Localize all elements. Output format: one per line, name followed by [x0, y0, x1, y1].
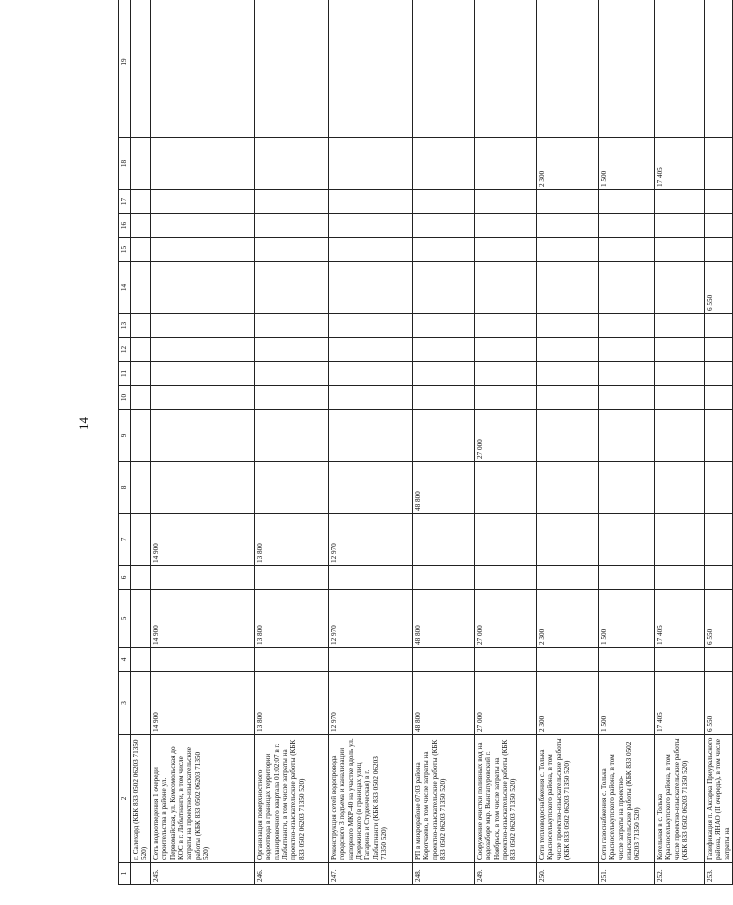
value-cell: [150, 138, 254, 190]
value-cell: [131, 514, 151, 566]
value-cell: [150, 410, 254, 462]
value-cell: [598, 214, 654, 238]
value-cell: [254, 138, 328, 190]
object-name: Котельная в с. Толька Красноселькупского района, в том числе проектно-изыскательские работы (КБК 833 0502 06203 71350 520): [654, 735, 704, 863]
column-header: 17: [119, 190, 131, 214]
value-cell: [704, 138, 732, 190]
value-cell: [474, 238, 536, 262]
value-cell: [474, 362, 536, 386]
value-cell: [150, 262, 254, 314]
value-cell: [536, 566, 598, 590]
object-name: РП в микрорайоне 07:03 района Коротчаево, в том числе затраты на проектно-изыскательские работы (КБК 833 0502 06203 71350 520): [412, 735, 474, 863]
value-cell: [536, 514, 598, 566]
object-name: Реконструкция сетей водопровода городского 3 подъема и канализации напорного МКР-40 на участке вдоль ул. Дзержинского (в границах улиц Гагарина и Студенческая) в г. Лабытнанги (КБК 833 0502 06203 71350 520): [328, 735, 412, 863]
value-cell: [150, 386, 254, 410]
value-cell: [254, 410, 328, 462]
value-cell: [254, 262, 328, 314]
value-cell: [328, 138, 412, 190]
value-cell: 1 500: [598, 672, 654, 735]
value-cell: [598, 566, 654, 590]
value-cell: 12 970: [328, 514, 412, 566]
column-header: 11: [119, 362, 131, 386]
value-cell: [254, 386, 328, 410]
row-number: [131, 863, 151, 885]
row-number: 247.: [328, 863, 412, 885]
value-cell: 1 500: [598, 138, 654, 190]
value-cell: [474, 338, 536, 362]
value-cell: [598, 238, 654, 262]
column-header: 8: [119, 462, 131, 514]
column-header: 2: [119, 735, 131, 863]
value-cell: [131, 462, 151, 514]
value-cell: [412, 190, 474, 214]
value-cell: [598, 648, 654, 672]
value-cell: [704, 566, 732, 590]
value-cell: [704, 190, 732, 214]
value-cell: 6 550: [704, 590, 732, 648]
value-cell: [412, 238, 474, 262]
column-header: 4: [119, 648, 131, 672]
value-cell: [536, 190, 598, 214]
row-number: 251.: [598, 863, 654, 885]
value-cell: [254, 190, 328, 214]
value-cell: [654, 566, 704, 590]
value-cell: [704, 238, 732, 262]
value-cell: [654, 190, 704, 214]
value-cell: [654, 214, 704, 238]
value-cell: [412, 338, 474, 362]
value-cell: [328, 190, 412, 214]
value-cell: [536, 362, 598, 386]
table-row: [598, 0, 654, 885]
value-cell: [254, 462, 328, 514]
page-number: 14: [76, 417, 91, 430]
value-cell: [131, 0, 151, 138]
value-cell: [474, 386, 536, 410]
value-cell: [536, 238, 598, 262]
column-header: 19: [119, 0, 131, 138]
value-cell: [131, 590, 151, 648]
object-name: Сети тепловодоснабжения с. Толька Красноселькупского района, в том числе проектно-изыскательские работы (КБК 833 0502 06203 71350 520): [536, 735, 598, 863]
value-cell: [412, 648, 474, 672]
value-cell: [131, 214, 151, 238]
value-cell: [412, 138, 474, 190]
value-cell: [536, 386, 598, 410]
value-cell: [598, 462, 654, 514]
value-cell: [598, 362, 654, 386]
row-number: 250.: [536, 863, 598, 885]
table-row: [412, 0, 474, 885]
value-cell: [704, 0, 732, 138]
value-cell: 27 000: [474, 590, 536, 648]
value-cell: [536, 0, 598, 138]
value-cell: 48 800: [412, 590, 474, 648]
value-cell: [704, 362, 732, 386]
value-cell: [150, 648, 254, 672]
value-cell: 14 900: [150, 514, 254, 566]
value-cell: [598, 410, 654, 462]
column-header: 13: [119, 314, 131, 338]
column-header: 5: [119, 590, 131, 648]
table-row: [654, 0, 704, 885]
value-cell: [598, 338, 654, 362]
value-cell: [254, 0, 328, 138]
value-cell: 17 405: [654, 590, 704, 648]
value-cell: [131, 648, 151, 672]
value-cell: [654, 262, 704, 314]
value-cell: [328, 462, 412, 514]
value-cell: [536, 648, 598, 672]
value-cell: [254, 238, 328, 262]
value-cell: [131, 410, 151, 462]
value-cell: 13 800: [254, 514, 328, 566]
object-name: Газификация п. Аксарка Приуральского района, ЯНАО (II очередь), в том числе затраты на: [704, 735, 732, 863]
value-cell: 27 000: [474, 672, 536, 735]
row-number: 248.: [412, 863, 474, 885]
value-cell: [254, 314, 328, 338]
column-header: 6: [119, 566, 131, 590]
table-body: [119, 0, 733, 885]
column-header: 9: [119, 410, 131, 462]
value-cell: [536, 262, 598, 314]
value-cell: [474, 514, 536, 566]
value-cell: [474, 314, 536, 338]
value-cell: 2 300: [536, 672, 598, 735]
object-name: Сети газоснабжения с. Толька Красноселькупского района, в том числе затраты на проектно-изыскательские работы (КБК 833 0502 06203 71350 520): [598, 735, 654, 863]
value-cell: 48 800: [412, 462, 474, 514]
value-cell: [704, 386, 732, 410]
value-cell: [536, 314, 598, 338]
row-number: 253.: [704, 863, 732, 885]
budget-table: [118, 0, 733, 885]
value-cell: [131, 386, 151, 410]
value-cell: 17 405: [654, 138, 704, 190]
value-cell: [536, 214, 598, 238]
column-header: 15: [119, 238, 131, 262]
value-cell: [328, 362, 412, 386]
value-cell: [598, 190, 654, 214]
value-cell: [654, 386, 704, 410]
value-cell: [412, 214, 474, 238]
row-number: 246.: [254, 863, 328, 885]
value-cell: [412, 262, 474, 314]
value-cell: [412, 386, 474, 410]
value-cell: 14 900: [150, 590, 254, 648]
value-cell: [704, 648, 732, 672]
value-cell: [412, 514, 474, 566]
value-cell: [598, 386, 654, 410]
value-cell: [654, 238, 704, 262]
value-cell: [412, 314, 474, 338]
value-cell: [131, 362, 151, 386]
value-cell: [254, 566, 328, 590]
value-cell: [150, 462, 254, 514]
value-cell: 14 900: [150, 672, 254, 735]
column-header: 12: [119, 338, 131, 362]
value-cell: [598, 0, 654, 138]
rotated-table-container: [118, 15, 731, 885]
value-cell: [412, 362, 474, 386]
value-cell: [598, 314, 654, 338]
value-cell: [328, 238, 412, 262]
value-cell: 2 300: [536, 590, 598, 648]
value-cell: [704, 214, 732, 238]
column-header: 3: [119, 672, 131, 735]
value-cell: [704, 462, 732, 514]
value-cell: [150, 314, 254, 338]
value-cell: 1 500: [598, 590, 654, 648]
value-cell: 6 550: [704, 672, 732, 735]
value-cell: [150, 338, 254, 362]
value-cell: [254, 362, 328, 386]
value-cell: [328, 648, 412, 672]
value-cell: [654, 648, 704, 672]
column-header: 10: [119, 386, 131, 410]
value-cell: [474, 262, 536, 314]
value-cell: [328, 566, 412, 590]
value-cell: [474, 214, 536, 238]
object-name: Сеть водоотведения 1 очереди строительства в районе ул. Первомайская, ул. Комсомольская до КОС в г. Лабытнанги, в том числе затраты на проектно-изыскательские работы (КБК 833 0502 06203 71350 520): [150, 735, 254, 863]
value-cell: [328, 338, 412, 362]
value-cell: [704, 410, 732, 462]
value-cell: 12 970: [328, 672, 412, 735]
value-cell: [328, 410, 412, 462]
value-cell: [474, 0, 536, 138]
value-cell: [254, 338, 328, 362]
column-header: 14: [119, 262, 131, 314]
value-cell: [654, 514, 704, 566]
row-number: 249.: [474, 863, 536, 885]
table-row: [328, 0, 412, 885]
value-cell: [131, 138, 151, 190]
column-header: 16: [119, 214, 131, 238]
value-cell: [654, 314, 704, 338]
column-header: 18: [119, 138, 131, 190]
table-row: [131, 0, 151, 885]
value-cell: [328, 314, 412, 338]
value-cell: [704, 338, 732, 362]
value-cell: [150, 238, 254, 262]
value-cell: [131, 566, 151, 590]
value-cell: [654, 362, 704, 386]
value-cell: [474, 566, 536, 590]
value-cell: [704, 314, 732, 338]
value-cell: [654, 338, 704, 362]
value-cell: [598, 514, 654, 566]
value-cell: [328, 214, 412, 238]
value-cell: 2 300: [536, 138, 598, 190]
value-cell: 12 970: [328, 590, 412, 648]
value-cell: [131, 672, 151, 735]
column-header: 1: [119, 863, 131, 885]
value-cell: [131, 314, 151, 338]
table-row: [536, 0, 598, 885]
value-cell: 27 000: [474, 410, 536, 462]
value-cell: [254, 214, 328, 238]
value-cell: [654, 410, 704, 462]
table-row: [150, 0, 254, 885]
value-cell: [150, 190, 254, 214]
value-cell: [328, 386, 412, 410]
column-number-row: [119, 0, 131, 885]
value-cell: [654, 0, 704, 138]
value-cell: [150, 566, 254, 590]
value-cell: [474, 648, 536, 672]
table-row: [254, 0, 328, 885]
value-cell: [598, 262, 654, 314]
value-cell: [474, 138, 536, 190]
value-cell: [654, 462, 704, 514]
table-row: [474, 0, 536, 885]
value-cell: 17 405: [654, 672, 704, 735]
value-cell: [328, 262, 412, 314]
value-cell: [254, 648, 328, 672]
column-header: 7: [119, 514, 131, 566]
value-cell: [536, 338, 598, 362]
value-cell: [412, 0, 474, 138]
value-cell: [704, 514, 732, 566]
object-name: г. Салехард (КБК 833 0502 06203 71350 520): [131, 735, 151, 863]
table-row: [704, 0, 732, 885]
value-cell: [328, 0, 412, 138]
value-cell: [536, 410, 598, 462]
value-cell: [131, 262, 151, 314]
value-cell: [131, 190, 151, 214]
value-cell: [131, 238, 151, 262]
value-cell: [536, 462, 598, 514]
value-cell: [150, 214, 254, 238]
object-name: Сооружение очистки поливных вод на водозаборе мкр. Вынгапуровский г. Ноябрьск, в том числе затраты на проектно-изыскательские работы (КБК 833 0502 06203 71350 520): [474, 735, 536, 863]
row-number: 252.: [654, 863, 704, 885]
value-cell: 13 800: [254, 672, 328, 735]
value-cell: 6 550: [704, 262, 732, 314]
value-cell: [150, 362, 254, 386]
value-cell: [412, 566, 474, 590]
value-cell: [474, 462, 536, 514]
value-cell: [474, 190, 536, 214]
row-number: 245.: [150, 863, 254, 885]
value-cell: 13 800: [254, 590, 328, 648]
value-cell: [131, 338, 151, 362]
value-cell: [412, 410, 474, 462]
value-cell: [150, 0, 254, 138]
object-name: Организация поверхностного водоотвода в границах территории планировочного квартала 01:02:07 в г. Лабытнанги, в том числе затраты на проектно-изыскательские работы (КБК 833 0502 06203 71350 520): [254, 735, 328, 863]
value-cell: 48 800: [412, 672, 474, 735]
